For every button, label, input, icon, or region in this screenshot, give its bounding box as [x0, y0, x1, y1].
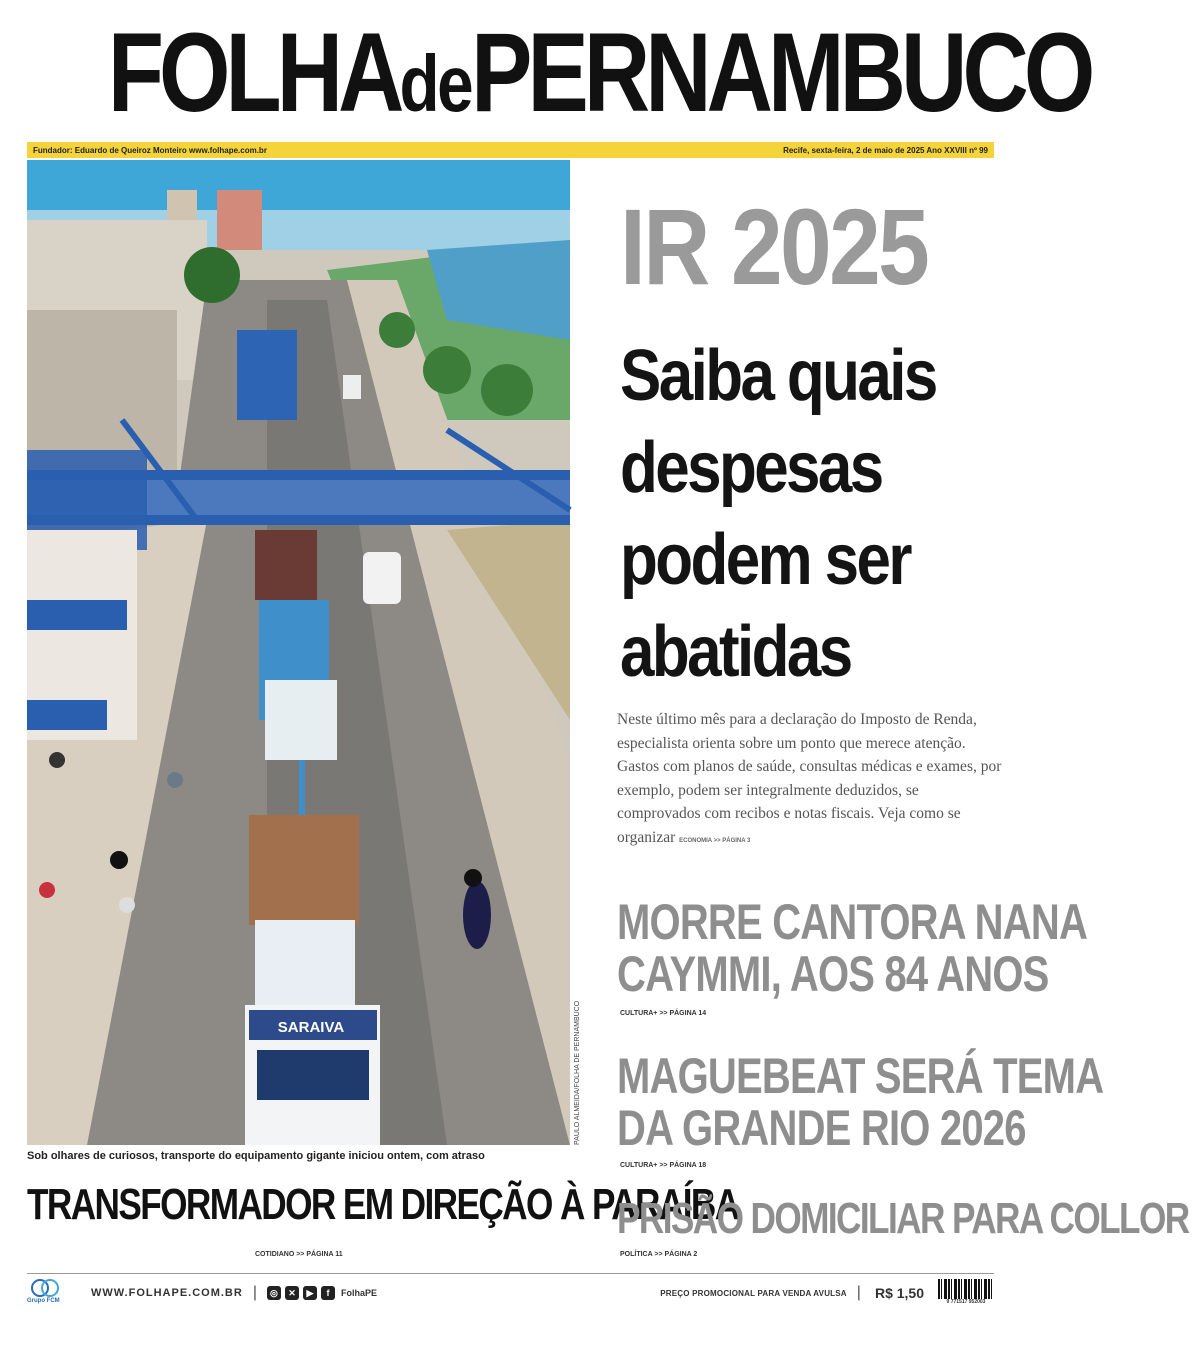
social-handle: FolhaPE: [340, 1288, 377, 1298]
headline-line: podem ser: [620, 520, 910, 600]
headline-line: despesas: [620, 428, 882, 508]
main-story-kicker: IR 2025: [620, 186, 928, 307]
footer-divider: [27, 1273, 994, 1274]
main-story-text: Neste último mês para a declaração do Imposto de Renda, especialista orienta sobre um ponto que merece atenção. Gastos com planos de saúde, consultas médicas e exames, por exemplo, podem ser integralmente deduzidos, se comprovados com recibos e notas fiscais. Veja como se organizar: [617, 711, 1002, 846]
masthead-word-pernambuco: PERNAMBUCO: [471, 10, 1091, 135]
edition-date: Recife, sexta-feira, 2 de maio de 2025 Ano XXVIII nº 99: [783, 145, 988, 155]
group-name: Grupo FCM: [27, 1298, 60, 1304]
news-line: MAGUEBEAT SERÁ TEMA: [617, 1048, 1104, 1104]
lead-photo-illustration: [27, 160, 570, 1145]
news-page-ref: CULTURA+ >> PÁGINA 18: [620, 1162, 707, 1169]
social-links: [267, 1286, 377, 1300]
footer-separator: |: [856, 1284, 861, 1301]
news-line: DA GRANDE RIO 2026: [617, 1100, 1026, 1156]
news-headline-nana-caymmi[interactable]: [617, 896, 1087, 1000]
barcode: [938, 1279, 994, 1307]
headline-line: Saiba quais: [620, 336, 936, 416]
masthead-title: [108, 8, 1091, 149]
news-headline-maguebeat[interactable]: [617, 1050, 1103, 1154]
photo-caption: Sob olhares de curiosos, transporte do equipamento gigante iniciou ontem, com atraso: [27, 1150, 485, 1162]
facebook-icon[interactable]: f: [321, 1286, 335, 1300]
masthead: [0, 8, 1091, 138]
barcode-bars: [938, 1279, 994, 1299]
news-line: CAYMMI, AOS 84 ANOS: [617, 946, 1049, 1002]
news-headline-collor[interactable]: [617, 1196, 1189, 1242]
photo-headline[interactable]: TRANSFORMADOR EM DIREÇÃO À PARAÍBA: [27, 1180, 739, 1229]
website-link[interactable]: WWW.FOLHAPE.COM.BR: [91, 1287, 243, 1299]
main-story-headline[interactable]: [620, 330, 947, 698]
group-logo: [27, 1279, 83, 1307]
masthead-word-folha: FOLHA: [107, 10, 400, 135]
masthead-word-de: de: [399, 39, 472, 128]
news-line: PRISÃO DOMICILIAR PARA COLLOR: [617, 1194, 1189, 1243]
news-page-ref: CULTURA+ >> PÁGINA 14: [620, 1010, 707, 1017]
photo-page-ref: COTIDIANO >> PÁGINA 11: [255, 1251, 343, 1258]
main-story-body: [617, 708, 1002, 853]
headline-line: abatidas: [620, 612, 851, 692]
footer: [27, 1278, 994, 1308]
youtube-icon[interactable]: ▶: [303, 1286, 317, 1300]
photo-credit: PAULO ALMEIDA/FOLHA DE PERNAMBUCO: [574, 1000, 581, 1145]
news-line: MORRE CANTORA NANA: [617, 894, 1088, 950]
price: R$ 1,50: [874, 1285, 924, 1301]
lead-photo: [27, 160, 570, 1145]
footer-separator: |: [252, 1284, 257, 1301]
main-story-page-ref: ECONOMIA >> PÁGINA 3: [679, 837, 751, 844]
founder-info: Fundador: Eduardo de Queiroz Monteiro www.folhape.com.br: [33, 145, 267, 155]
logo-ring-icon: [41, 1279, 59, 1297]
info-bar: [27, 142, 994, 158]
barcode-number: 9 771517 952003: [946, 1299, 986, 1305]
instagram-icon[interactable]: ◎: [267, 1286, 281, 1300]
x-icon[interactable]: ✕: [285, 1286, 299, 1300]
promo-text: PREÇO PROMOCIONAL PARA VENDA AVULSA: [660, 1288, 847, 1298]
news-page-ref: POLÍTICA >> PÁGINA 2: [620, 1251, 698, 1258]
truck-label: SARAIVA: [277, 1019, 345, 1036]
